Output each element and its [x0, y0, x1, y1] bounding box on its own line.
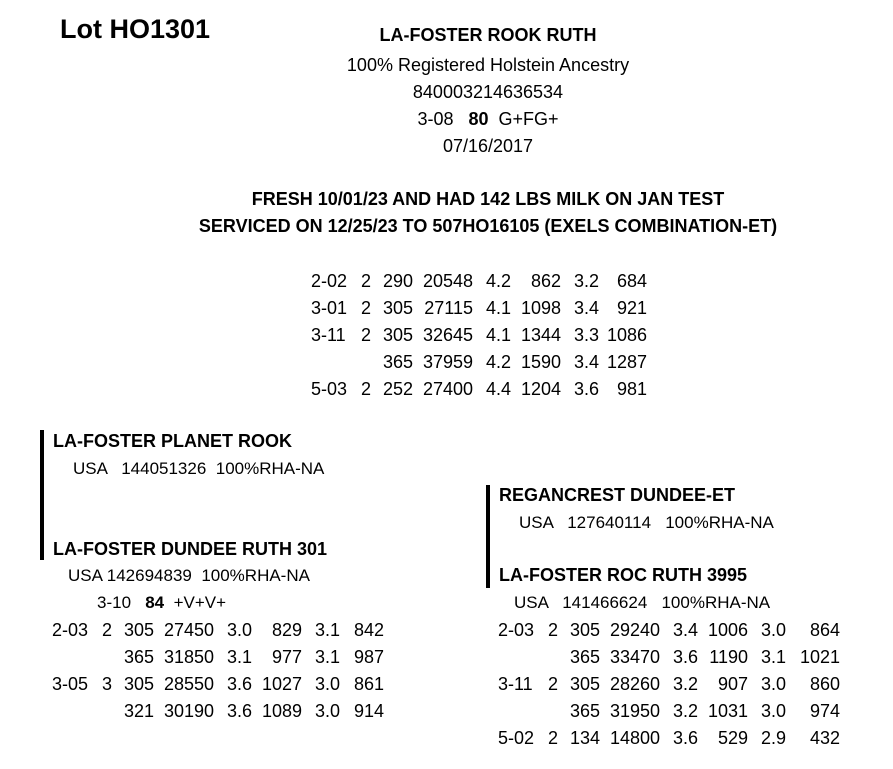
record-protein-pct: 3.3 [573, 325, 599, 345]
dam-class-age: 3-10 [97, 593, 132, 612]
record-fat-lbs: 1098 [520, 298, 561, 318]
record-protein-pct: 3.6 [573, 379, 599, 399]
sire-reg: 144051326 [121, 459, 207, 478]
record-days: 365 [569, 647, 600, 667]
record-protein-lbs: 864 [809, 620, 840, 640]
record-row [498, 725, 840, 752]
record-fat-pct: 3.4 [672, 620, 698, 640]
record-row [52, 644, 384, 671]
record-milk: 31850 [163, 647, 214, 667]
dam-reg: 142694839 [106, 566, 192, 585]
record-fat-lbs: 1190 [709, 647, 748, 667]
record-age: 5-03 [311, 379, 348, 399]
record-age [52, 698, 92, 725]
dam-info [68, 566, 310, 586]
record-age [498, 644, 538, 671]
record-age [52, 644, 92, 671]
dam-sire-bracket [486, 485, 490, 563]
record-protein-pct: 3.0 [314, 674, 340, 694]
dam-sire-country: USA [519, 513, 554, 532]
record-row [52, 698, 384, 725]
record-times [538, 698, 558, 725]
record-fat-pct: 4.1 [485, 298, 511, 318]
dam-dam-bracket [486, 562, 490, 588]
dam-dam-reg: 141466624 [562, 593, 648, 612]
record-milk: 37959 [422, 352, 473, 372]
record-protein-lbs: 684 [616, 271, 647, 291]
record-milk: 30190 [163, 701, 214, 721]
registration-id: 840003214636534 [412, 82, 564, 102]
record-days: 252 [382, 379, 413, 399]
record-milk: 32645 [422, 325, 473, 345]
record-days: 305 [382, 298, 413, 318]
record-protein-pct: 2.9 [760, 728, 786, 748]
record-age: 3-01 [311, 298, 348, 318]
record-milk: 20548 [422, 271, 473, 291]
dam-sire-info [519, 513, 774, 533]
record-fat-pct: 3.6 [672, 647, 698, 667]
record-fat-pct: 3.0 [226, 620, 252, 640]
record-protein-pct: 3.4 [573, 352, 599, 372]
dam-sire-rha: 100%RHA-NA [665, 513, 774, 532]
production-records [311, 268, 647, 403]
record-fat-lbs: 829 [271, 620, 302, 640]
record-protein-lbs: 974 [809, 701, 840, 721]
record-protein-lbs: 1287 [606, 352, 647, 372]
record-row [498, 698, 840, 725]
record-days: 365 [123, 647, 154, 667]
class-grade: G+FG+ [498, 109, 559, 129]
record-days: 305 [123, 620, 154, 640]
record-fat-pct: 3.2 [672, 674, 698, 694]
record-protein-pct: 3.4 [573, 298, 599, 318]
record-times: 2 [101, 620, 112, 640]
record-days: 305 [569, 620, 600, 640]
record-milk: 33470 [609, 647, 660, 667]
dam-production-records [52, 617, 384, 725]
record-times: 2 [360, 271, 371, 291]
record-times: 2 [547, 728, 558, 748]
classification-line [0, 109, 893, 130]
dam-name: LA-FOSTER DUNDEE RUTH 301 [53, 539, 328, 559]
record-times [538, 644, 558, 671]
record-fat-pct: 3.1 [226, 647, 252, 667]
sire-info [73, 459, 324, 479]
record-protein-lbs: 914 [353, 701, 384, 721]
record-row [498, 671, 840, 698]
record-protein-lbs: 860 [809, 674, 840, 694]
animal-name: LA-FOSTER ROOK RUTH [379, 25, 597, 45]
record-fat-pct: 3.6 [226, 701, 252, 721]
record-age: 3-11 [498, 674, 533, 694]
record-milk: 29240 [609, 620, 660, 640]
record-protein-lbs: 842 [353, 620, 384, 640]
record-fat-pct: 4.1 [485, 325, 511, 345]
record-protein-lbs: 921 [616, 298, 647, 318]
record-fat-lbs: 1027 [261, 674, 302, 694]
sire-rha: 100%RHA-NA [215, 459, 325, 478]
record-row [311, 295, 647, 322]
ancestry: 100% Registered Holstein Ancestry [346, 55, 630, 75]
record-fat-pct: 3.2 [672, 701, 698, 721]
record-times [92, 698, 112, 725]
record-protein-lbs: 1086 [606, 325, 647, 345]
dam-class-grade: +V+V+ [173, 593, 227, 612]
record-milk: 27450 [163, 620, 214, 640]
record-row [52, 671, 384, 698]
record-days: 305 [123, 674, 154, 694]
record-age: 5-02 [498, 728, 535, 748]
record-row [311, 322, 647, 349]
record-protein-lbs: 987 [353, 647, 384, 667]
class-score: 80 [468, 109, 489, 129]
record-days: 365 [382, 352, 413, 372]
dam-classification [97, 593, 226, 613]
record-protein-lbs: 981 [616, 379, 647, 399]
dam-country: USA [68, 566, 103, 585]
record-days: 321 [123, 701, 154, 721]
record-protein-pct: 3.0 [760, 674, 786, 694]
record-days: 365 [569, 701, 600, 721]
record-protein-pct: 3.0 [760, 620, 786, 640]
record-protein-lbs: 861 [353, 674, 384, 694]
record-protein-pct: 3.2 [573, 271, 599, 291]
record-age [311, 349, 351, 376]
record-fat-pct: 3.6 [672, 728, 698, 748]
record-fat-lbs: 1590 [520, 352, 561, 372]
record-times [92, 644, 112, 671]
record-milk: 27400 [422, 379, 473, 399]
record-row [311, 349, 647, 376]
record-row [498, 644, 840, 671]
record-times: 2 [547, 674, 558, 694]
record-fat-lbs: 529 [717, 728, 748, 748]
record-fat-lbs: 1031 [707, 701, 748, 721]
record-times: 2 [547, 620, 558, 640]
dam-sire-name: REGANCREST DUNDEE-ET [499, 485, 736, 505]
record-times: 2 [360, 325, 371, 345]
record-fat-lbs: 1089 [261, 701, 302, 721]
record-protein-pct: 3.0 [760, 701, 786, 721]
service-note: SERVICED ON 12/25/23 TO 507HO16105 (EXELS COMBINATION-ET) [198, 216, 778, 236]
record-row [52, 617, 384, 644]
record-row [311, 376, 647, 403]
dam-sire-reg: 127640114 [567, 513, 652, 532]
record-age: 2-02 [311, 271, 348, 291]
record-protein-lbs: 432 [809, 728, 840, 748]
record-times: 2 [360, 379, 371, 399]
dam-dam-rha: 100%RHA-NA [661, 593, 771, 612]
dam-class-score: 84 [145, 593, 165, 612]
record-days: 134 [569, 728, 600, 748]
record-age: 3-05 [52, 674, 89, 694]
fresh-note: FRESH 10/01/23 AND HAD 142 LBS MILK ON JAN TEST [251, 189, 725, 209]
record-days: 305 [569, 674, 600, 694]
record-fat-lbs: 1006 [707, 620, 748, 640]
birth-date: 07/16/2017 [442, 136, 534, 156]
sire-name: LA-FOSTER PLANET ROOK [53, 431, 292, 451]
record-age: 2-03 [498, 620, 535, 640]
record-times: 3 [101, 674, 112, 694]
dam-rha: 100%RHA-NA [201, 566, 310, 585]
record-fat-pct: 4.2 [485, 271, 511, 291]
record-fat-pct: 4.4 [485, 379, 511, 399]
record-times: 2 [360, 298, 371, 318]
record-protein-pct: 3.1 [314, 647, 340, 667]
record-fat-lbs: 1204 [520, 379, 561, 399]
lot-number: Lot HO1301 [60, 14, 211, 44]
record-fat-lbs: 1344 [520, 325, 561, 345]
record-age: 3-11 [311, 325, 346, 345]
record-fat-lbs: 977 [271, 647, 302, 667]
record-protein-pct: 3.0 [314, 701, 340, 721]
record-days: 305 [382, 325, 413, 345]
record-times [351, 349, 371, 376]
record-milk: 31950 [609, 701, 660, 721]
record-row [498, 617, 840, 644]
sire-country: USA [73, 459, 108, 478]
record-row [311, 268, 647, 295]
record-protein-lbs: 1021 [799, 647, 840, 667]
record-milk: 27115 [424, 298, 473, 318]
record-protein-pct: 3.1 [314, 620, 340, 640]
record-milk: 28260 [609, 674, 660, 694]
record-age [498, 698, 538, 725]
dam-dam-production-records [498, 617, 840, 752]
record-age: 2-03 [52, 620, 89, 640]
dam-dam-name: LA-FOSTER ROC RUTH 3995 [499, 565, 748, 585]
class-age: 3-08 [417, 109, 454, 129]
dam-bracket [40, 480, 44, 560]
dam-dam-country: USA [514, 593, 549, 612]
record-fat-lbs: 907 [717, 674, 748, 694]
record-fat-lbs: 862 [530, 271, 561, 291]
record-fat-pct: 4.2 [485, 352, 511, 372]
record-milk: 28550 [163, 674, 214, 694]
record-days: 290 [382, 271, 413, 291]
record-fat-pct: 3.6 [226, 674, 252, 694]
dam-dam-info [514, 593, 770, 613]
record-milk: 14800 [609, 728, 660, 748]
record-protein-pct: 3.1 [760, 647, 786, 667]
